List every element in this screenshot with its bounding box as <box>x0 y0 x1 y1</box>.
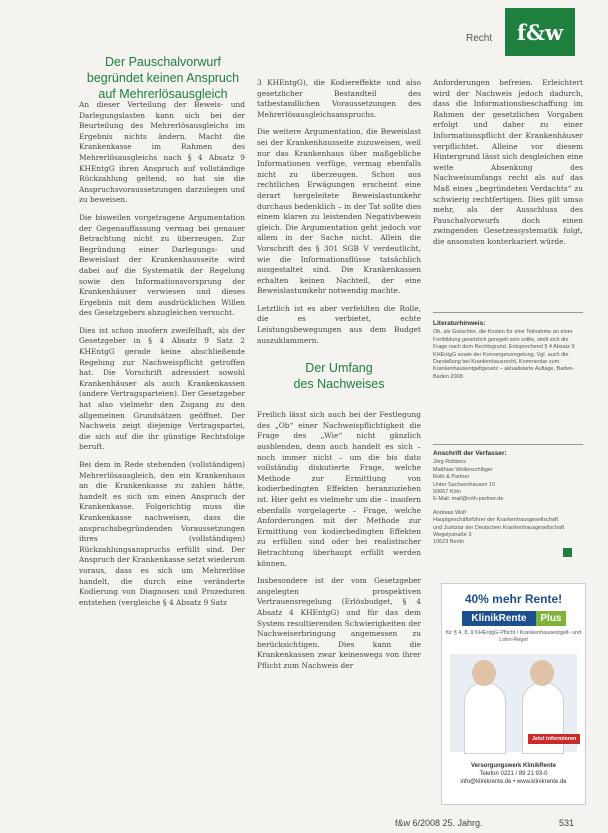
paragraph: Die bisweilen vorgetragene Argumentation der Gegenauffassung vermag bei genauer Betrachtung nicht zu überzeugen. Zur Begründung einer Darlegungs- und Beweislast der Krankenhausseite wird dabei auf die Systematik der Regelung sowie den Informationsvorsprung der Krankenhäuser verwiesen und dieses Ergebnis mit dem ausdrücklichen Willen des Gesetzgebers abzugleichen versucht. <box>79 212 245 318</box>
doctor-head-icon <box>472 660 496 686</box>
ad-footer-title: Versorgungswerk KlinikRente <box>470 763 557 769</box>
ad-footer-line: Telefon 0221 / 89 21 93-0 <box>479 771 548 777</box>
author-line: Hauptgeschäftsführer der Krankenhausgesellschaft <box>433 517 559 524</box>
heading-line: des Nachweises <box>293 377 385 392</box>
ad-footer <box>442 762 585 786</box>
paragraph: Die weitere Argumentation, die Beweislast sei der Krankenhausseite zuzuweisen, weil nur das Krankenhaus über maßgebliche Informationen verfüge, vermag ebenfalls nicht zu überzeugen. Schon aus rechtlichen Erwägungen erscheint eine derart hergeleitete Beweislastumkehr durchaus bedenklich – in der Tat sollte dies einem klaren zu leistenden Negativbeweis gleich. Die Argumentation geht jedoch vor allem in der Sache nicht. Allein die Vorschrift des § 301 SGB V verdeutlicht, wie die Informationsflüsse tatsächlich ausgestaltet sind. Die Krankenkassen erhalten keinen Nachteil, der eine Beweislastumkehr notwendig machte. <box>257 127 421 296</box>
page-number: 531 <box>559 818 575 828</box>
heading-line: Der Pauschalvorwurf <box>104 55 221 69</box>
heading-line: auf Mehrerlösausgleich <box>98 87 228 101</box>
ad-headline: 40% mehr Rente! <box>464 592 563 606</box>
ad-brand <box>462 611 566 626</box>
literature-box <box>433 320 583 381</box>
authors-box <box>433 450 583 547</box>
ad-brand-main: KlinikRente <box>462 611 537 626</box>
col1-heading <box>82 54 244 102</box>
author-line: Andreas Wolf <box>433 509 466 516</box>
paragraph: An dieser Verteilung der Beweis- und Darlegungslasten kann sich bei der Beurteilung des Mehrerlösausgleichs im Ergebnis nichts ändern. Macht die Krankenkasse im Rahmen des Mehrerlösausgleichs nach § 4 Absatz 9 KHEntgG ihren Anspruch auf vollständige Rückzahlung geltend, so hat sie die Anspruchsvoraussetzungen darzulegen und zu beweisen. <box>79 100 245 205</box>
column-3 <box>433 78 583 308</box>
author-line: 50667 Köln <box>433 489 461 496</box>
heading-line: Der Umfang <box>305 361 373 376</box>
paragraph: Bei dem in Rede stehenden (vollständigen) Mehrerlösausgleich, den ein Krankenhaus an die Krankenkasse zu zahlen hätte, handelt es sich um einen Anspruch der Krankenkasse. Folgerichtig muss die Krankenkasse nachweisen, dass die anspruchsbegründenden Voraussetzungen ihres (vollständigen) Rückzahlungsanspruchs erfüllt sind. Der Anspruch der Krankenkasse setzt wiederum voraus, dass es sich um Mehrerlöse handelt, die durch eine veränderte Kodierung von Diagnosen und Prozeduren entstehen (vergleiche § 4 Absatz 9 Satz <box>79 460 245 607</box>
author-line: Matthias Wollenschläger <box>433 466 493 473</box>
end-mark-icon <box>563 548 572 557</box>
ad-cta-badge[interactable]: Jetzt informieren <box>528 734 580 744</box>
authors-title: Anschrift der Verfasser: <box>433 450 507 457</box>
doctor-figure-icon <box>464 682 506 754</box>
author-line: Jörg Robbers <box>433 459 467 466</box>
author-line: E-Mail: mail@roth-partner.de <box>433 496 504 503</box>
paragraph: Freilich lässt sich auch bei der Festlegung des „Ob“ einer Nachweispflichtigkeit die Frage des „Wie“ nicht gänzlich ausblenden, denn auch handelt es sich – noch immer nicht – um die bis dato vollständig diskutierte Frage, welche Methode zur Ermittlung von kodierbedingten Effekten heranzuziehen ist. Hier geht es vielmehr um die – insofern ebenfalls vorgelagerte – Frage, welche Anforderungen mit der Methode zur Ermittlung von kodierbedingten Effekten zu erfüllen sind oder bei realistischer Betrachtung überhaupt erfüllt werden können. <box>257 410 421 568</box>
literature-title: Literaturhinweis: <box>433 320 486 327</box>
heading-line: begründet keinen Anspruch <box>86 71 240 85</box>
ad-subline: für § 4, 8, 9 KHEntgG-Pflicht / Krankenhausentgelt- und Lohn-Regel <box>445 630 582 643</box>
paragraph: 3 KHEntgG), die Kodiereffekte und also gesetzlicher Bestandteil des tatbestandlichen Voraussetzungen des Mehrerlösausgleichsanspruchs. <box>257 78 421 119</box>
author-line: Unter Sachsenhausen 10 <box>433 481 496 488</box>
col2-heading <box>257 360 421 392</box>
column-2 <box>257 78 421 805</box>
author-line: Roth & Partner <box>433 474 470 481</box>
paragraph: Letztlich ist es aber verfehlten die Rolle, die es verbietet, echte Leistungsbewegungen aus dem Budget auszuklammern. <box>257 303 421 345</box>
literature-text: Ob, als Gutachter, die Kosten für eine Teilnahme an einer Fortbildung gesetzlich geregelt sein sollte, stellt sich die Frage nach dem Rechtsgrund. Entsprechend § 4 Absatz 9 KHEntgG sowie der Konvergenzregelung. Vgl. auch die Darstellung bei Krankenhausrecht, Kommentar zum Krankenhausentgeltgesetz – aktualisierte Auflage, Baden-Baden 2008. <box>433 329 575 380</box>
author-line: und Justiziar der Deutschen Krankenhausgesellschaft <box>433 524 565 531</box>
advertisement[interactable] <box>441 583 586 805</box>
folio-journal: f&w 6/2008 25. Jahrg. <box>395 818 483 828</box>
nurse-head-icon <box>530 660 554 686</box>
divider <box>433 444 583 445</box>
column-1 <box>79 100 245 805</box>
journal-logo: f&w <box>505 8 575 56</box>
divider <box>433 312 583 313</box>
paragraph: Dies ist schon insofern zweifelhaft, als der Gesetzgeber in § 4 Absatz 9 Satz 2 KHEntgG gerade keine abschließende Regelung zur Nachweispflicht getroffen hat. Die Vorschrift adressiert sowohl Krankenhäuser als auch Krankenkassen (andere Vertragsparteien). Der Gesetzgeber hat also vielmehr den Zugang zu den allgemeinen Grundsätzen geöffnet. Der Nachweis zeigt diejenige Vertragspartei, die sich auf die ihr günstige Rechtsfolge beruft. <box>79 325 245 452</box>
paragraph: Anforderungen befreien. Erleichtert wird der Nachweis jedoch dadurch, dass die Informationsbeschaffung im Rahmen der gesetzlichen Vorgaben erfolgt und daher zu einer Informationspflicht der Krankenhäuser verpflichtet. Alleine vor diesem Hintergrund lässt sich desgleichen eine weite Absenkung des Nachweisumfangs recht als auf das Maß eines „begründeten Verdachts“ zu schwierig rechtfertigen. Dies gilt umso mehr, als der Ausschluss des Pauschalvorwurfs doch einen zwingenden Gesetzessystematik folgt, die ansonsten konterkariert würde. <box>433 78 583 246</box>
ad-brand-plus: Plus <box>536 611 565 626</box>
author-line: Wegelystraße 3 <box>433 532 472 539</box>
ad-footer-line: info@klinikrente.de • www.klinikrente.de <box>460 779 567 785</box>
paragraph: Insbesondere ist der vom Gesetzgeber angelegten prospektiven Vertrauensregelung (Erlösbudget, § 4 Absatz 4 KHEntgG) und für das dem System resultierenden Schwierigkeiten der Nachweiserbringung angemessen zu berücksichtigen. Dies kann die Krankenkassen zwar keineswegs von ihrer Pflicht zum Nachweis der <box>257 576 421 670</box>
section-rubric: Recht <box>466 33 493 44</box>
author-line: 10623 Berlin <box>433 539 464 546</box>
